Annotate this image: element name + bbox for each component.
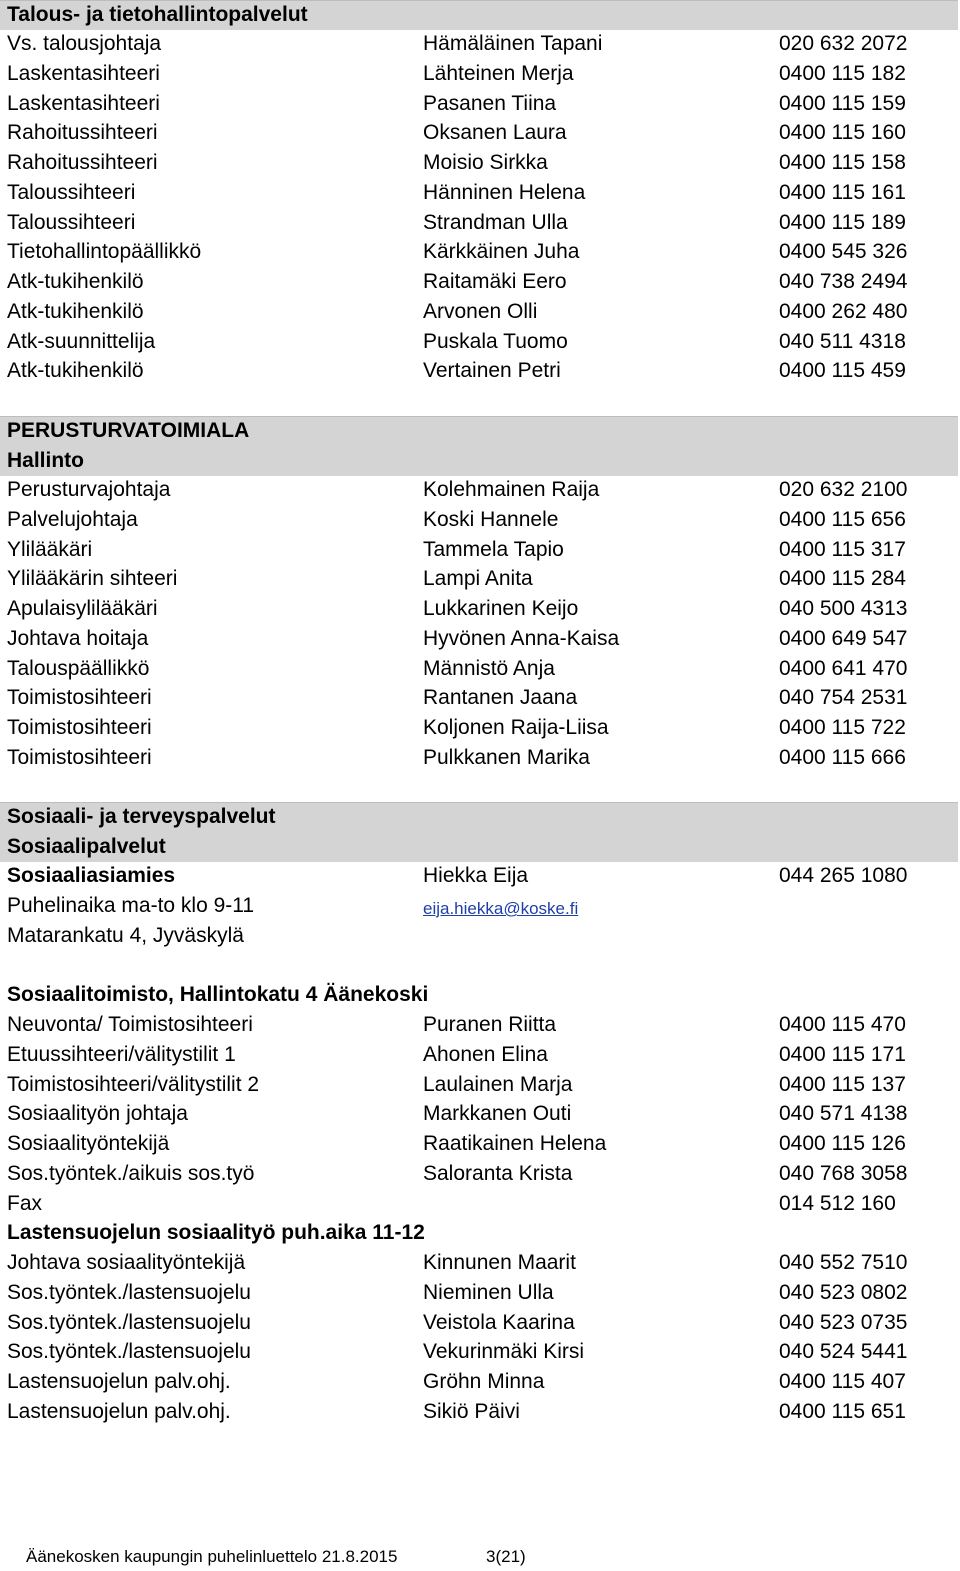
contact-title: Sos.työntek./lastensuojelu (7, 1280, 251, 1304)
contact-row (0, 475, 960, 505)
contact-name: Vekurinmäki Kirsi (423, 1340, 585, 1364)
contact-row (0, 178, 960, 208)
contact-row (0, 1010, 960, 1040)
child-protection-heading (0, 1218, 960, 1248)
contact-phone: 0400 115 189 (779, 210, 906, 234)
contact-phone: 0400 115 284 (779, 567, 906, 591)
contact-title: Laskentasihteeri (7, 61, 160, 85)
contact-name: Hänninen Helena (423, 180, 586, 204)
contact-phone: 040 524 5441 (779, 1340, 908, 1364)
contact-phone: 040 768 3058 (779, 1161, 908, 1185)
contact-phone: 040 552 7510 (779, 1251, 908, 1274)
contact-title: Sos.työntek./lastensuojelu (7, 1310, 251, 1334)
contact-name: Arvonen Olli (423, 299, 538, 323)
contact-row (0, 1070, 960, 1100)
ombudsman-hours-row (0, 891, 960, 921)
contact-title: Toimistosihteeri (7, 686, 152, 710)
contact-title: Taloussihteeri (7, 180, 136, 204)
contact-row (0, 356, 960, 386)
contact-phone: 0400 115 470 (779, 1013, 906, 1036)
contact-row (0, 237, 960, 267)
section-title: Sosiaali- ja terveyspalvelut (7, 805, 276, 828)
contact-name: Hiekka Eija (423, 864, 529, 887)
contact-row (0, 624, 960, 654)
contact-phone: 020 632 2100 (779, 478, 908, 501)
contact-phone: 040 511 4318 (779, 329, 906, 353)
section-heading (0, 416, 960, 446)
contact-phone: 014 512 160 (779, 1191, 896, 1215)
contact-phone: 0400 641 470 (779, 656, 908, 680)
contact-row (0, 118, 960, 148)
contact-title: Sosiaalityöntekijä (7, 1132, 170, 1155)
contact-name: Vertainen Petri (423, 359, 561, 383)
contact-row (0, 1367, 960, 1397)
contact-name: Saloranta Krista (423, 1161, 573, 1185)
contact-row (0, 564, 960, 594)
contact-phone: 0400 115 171 (779, 1042, 906, 1066)
section-subheading (0, 446, 960, 476)
contact-name: Puranen Riitta (423, 1013, 557, 1036)
section-title: Talous- ja tietohallintopalvelut (7, 3, 308, 26)
contact-phone: 020 632 2072 (779, 32, 908, 55)
contact-title: Johtava sosiaalityöntekijä (7, 1251, 246, 1274)
contact-phone: 040 571 4138 (779, 1102, 908, 1126)
contact-row (0, 1159, 960, 1189)
contact-title: Toimistosihteeri (7, 745, 152, 769)
contact-title: Fax (7, 1191, 43, 1215)
contact-row (0, 594, 960, 624)
contact-name: Kinnunen Maarit (423, 1251, 576, 1274)
contact-row (0, 297, 960, 327)
contact-row (0, 505, 960, 535)
contact-row (0, 1337, 960, 1367)
contact-title: Taloussihteeri (7, 210, 136, 234)
contact-phone: 040 523 0735 (779, 1310, 908, 1334)
contact-title: Ylilääkärin sihteeri (7, 567, 178, 591)
section-heading (0, 0, 960, 30)
contact-row (0, 654, 960, 684)
contact-phone: 0400 115 161 (779, 180, 906, 204)
contact-title: Ylilääkäri (7, 537, 93, 561)
contact-title: Rahoitussihteeri (7, 121, 158, 145)
contact-phone: 0400 115 666 (779, 745, 906, 769)
contact-name: Koski Hannele (423, 507, 559, 531)
contact-row (0, 1397, 960, 1427)
contact-phone: 0400 545 326 (779, 240, 908, 264)
contact-title: Palvelujohtaja (7, 507, 138, 531)
contact-row (0, 89, 960, 119)
contact-title: Toimistosihteeri/välitystilit 2 (7, 1072, 260, 1096)
contact-phone: 044 265 1080 (779, 864, 908, 887)
contact-title: Atk-suunnittelija (7, 329, 156, 353)
contact-name: Kärkkäinen Juha (423, 240, 580, 264)
ombudsman-address-row (0, 921, 960, 951)
contact-phone: 0400 115 656 (779, 507, 906, 531)
contact-name: Markkanen Outi (423, 1102, 572, 1126)
contact-row (0, 267, 960, 297)
office-title: Sosiaalitoimisto, Hallintokatu 4 Äänekoski (7, 983, 429, 1006)
contact-phone: 040 738 2494 (779, 270, 908, 293)
contact-name: Oksanen Laura (423, 121, 567, 145)
contact-name: Veistola Kaarina (423, 1310, 575, 1334)
contact-title: Sosiaaliasiamies (7, 864, 176, 887)
contact-title: Johtava hoitaja (7, 626, 149, 650)
contact-name: Sikiö Päivi (423, 1399, 520, 1423)
contact-phone: 0400 649 547 (779, 626, 908, 650)
contact-row (0, 1040, 960, 1070)
contact-phone: 0400 115 126 (779, 1132, 906, 1155)
contact-title: Vs. talousjohtaja (7, 32, 162, 55)
contact-row (0, 1308, 960, 1338)
contact-title: Atk-tukihenkilö (7, 270, 144, 293)
section-subtitle: Hallinto (7, 449, 84, 472)
contact-phone: 040 523 0802 (779, 1280, 908, 1304)
contact-title: Tietohallintopäällikkö (7, 240, 202, 264)
contact-title: Lastensuojelun palv.ohj. (7, 1399, 231, 1423)
contact-name: Nieminen Ulla (423, 1280, 554, 1304)
contact-title: Atk-tukihenkilö (7, 299, 144, 323)
section-subheading (0, 832, 960, 862)
footer-text: Äänekosken kaupungin puhelinluettelo 21.8.2015 (26, 1547, 398, 1566)
contact-title: Etuussihteeri/välitystilit 1 (7, 1042, 236, 1066)
contact-title: Atk-tukihenkilö (7, 359, 144, 383)
contact-name: Pasanen Tiina (423, 91, 557, 115)
contact-row (0, 743, 960, 773)
contact-phone: 0400 115 722 (779, 716, 906, 739)
contact-phone: 040 754 2531 (779, 686, 908, 710)
page-number: 3(21) (486, 1547, 526, 1566)
contact-phone: 0400 115 159 (779, 91, 906, 115)
contact-row (0, 29, 960, 59)
contact-title: Sosiaalityön johtaja (7, 1102, 188, 1126)
contact-name: Raitamäki Eero (423, 270, 567, 293)
contact-phone: 0400 115 317 (779, 537, 906, 561)
contact-phone: 0400 115 182 (779, 61, 906, 85)
address: Matarankatu 4, Jyväskylä (7, 924, 244, 947)
contact-title: Talouspäällikkö (7, 656, 150, 680)
contact-phone: 0400 115 160 (779, 121, 906, 145)
email-link[interactable]: eija.hiekka@koske.fi (423, 899, 579, 918)
contact-name: Kolehmainen Raija (423, 478, 600, 501)
contact-name: Ahonen Elina (423, 1042, 548, 1066)
contact-row (0, 535, 960, 565)
section-title: PERUSTURVATOIMIALA (7, 419, 250, 442)
contact-name: Strandman Ulla (423, 210, 568, 234)
contact-title: Toimistosihteeri (7, 716, 152, 739)
contact-title: Lastensuojelun palv.ohj. (7, 1370, 231, 1393)
contact-name: Lähteinen Merja (423, 61, 574, 85)
contact-phone: 040 500 4313 (779, 597, 908, 620)
contact-title: Rahoitussihteeri (7, 151, 158, 174)
contact-row (0, 1189, 960, 1219)
contact-name: Gröhn Minna (423, 1370, 545, 1393)
contact-name: Rantanen Jaana (423, 686, 578, 710)
contact-title: Laskentasihteeri (7, 91, 160, 115)
contact-row (0, 683, 960, 713)
office-heading (0, 980, 960, 1010)
contact-row (0, 1129, 960, 1159)
contact-row (0, 148, 960, 178)
contact-name: Puskala Tuomo (423, 329, 568, 353)
contact-name: Hyvönen Anna-Kaisa (423, 626, 620, 650)
contact-phone: 0400 115 407 (779, 1370, 906, 1393)
contact-name: Hämäläinen Tapani (423, 32, 603, 55)
contact-title: Sos.työntek./lastensuojelu (7, 1340, 251, 1364)
contact-row (0, 208, 960, 238)
contact-title: Apulaisylilääkäri (7, 597, 158, 620)
contact-title: Sos.työntek./aikuis sos.työ (7, 1161, 255, 1185)
contact-phone: 0400 115 459 (779, 359, 906, 383)
ombudsman-row (0, 861, 960, 891)
child-protection-title: Lastensuojelun sosiaalityö puh.aika 11-12 (7, 1221, 425, 1244)
contact-row (0, 713, 960, 743)
contact-name: Lampi Anita (423, 567, 533, 591)
section-heading (0, 802, 960, 832)
contact-title: Neuvonta/ Toimistosihteeri (7, 1013, 253, 1036)
contact-name: Moisio Sirkka (423, 151, 548, 174)
phone-hours: Puhelinaika ma-to klo 9-11 (7, 894, 255, 917)
contact-row (0, 1248, 960, 1278)
contact-name: Tammela Tapio (423, 537, 564, 561)
contact-name: Pulkkanen Marika (423, 745, 590, 769)
contact-name: Lukkarinen Keijo (423, 597, 579, 620)
contact-row (0, 327, 960, 357)
contact-name: Koljonen Raija-Liisa (423, 716, 609, 739)
contact-name: Raatikainen Helena (423, 1132, 607, 1155)
contact-title: Perusturvajohtaja (7, 478, 171, 501)
page-footer (0, 1545, 960, 1569)
contact-row (0, 1099, 960, 1129)
contact-row (0, 1278, 960, 1308)
contact-row (0, 59, 960, 89)
contact-phone: 0400 262 480 (779, 299, 908, 323)
contact-name: Männistö Anja (423, 656, 555, 680)
contact-phone: 0400 115 158 (779, 151, 906, 174)
section-subtitle: Sosiaalipalvelut (7, 835, 166, 858)
contact-name: Laulainen Marja (423, 1072, 573, 1096)
contact-phone: 0400 115 137 (779, 1072, 906, 1096)
contact-phone: 0400 115 651 (779, 1399, 906, 1423)
